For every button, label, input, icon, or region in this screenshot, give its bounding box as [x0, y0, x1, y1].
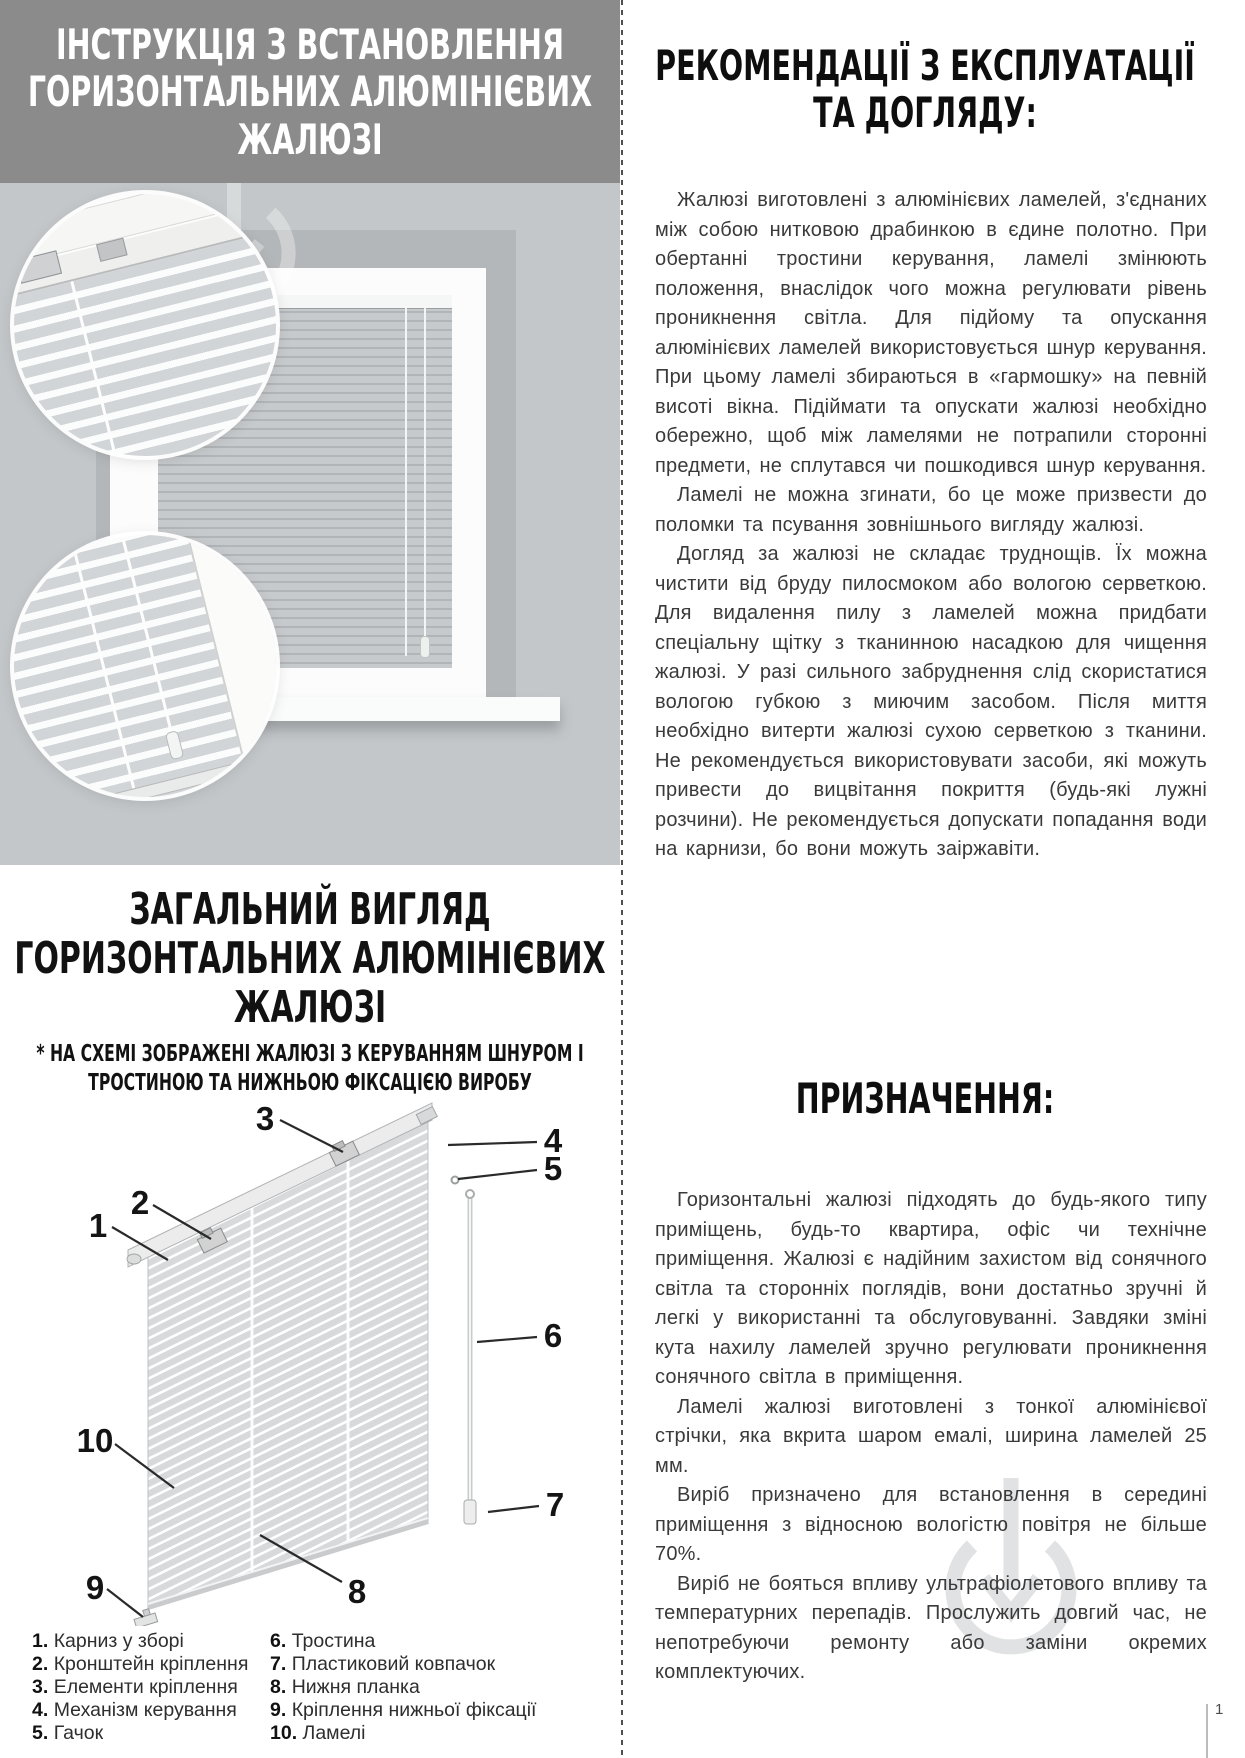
diagram-wand-cap	[464, 1500, 476, 1524]
purpose-paragraph: Ламелі жалюзі виготовлені з тонкої алюмінієвої стрічки, яка вкрита шаром емалі, ширина ламелей 25 мм.	[655, 1395, 1207, 1477]
care-paragraph: Жалюзі виготовлені з алюмінієвих ламелей, з'єднаних між собою нитковою драбинкою в єдине полотно. При обертанні тростини керування, ламелі змінюють положення, внаслідок чого можна регулювати рівень проникнення світла. Для підйому та опускання алюмінієвих ламелей використовується шнур керування. При цьому ламелі збираються в «гармошку» на певній висоті вікна. Підіймати та опускати жалюзі необхідно обережно, щоб між ламелями не потрапили сторонні предмети, не сплутався чи пошкодився шнур керування.	[655, 189, 1207, 477]
install-title: ІНСТРУКЦІЯ З ВСТАНОВЛЕННЯ ГОРИЗОНТАЛЬНИХ АЛЮМІНІЄВИХ ЖАЛЮЗІ	[27, 20, 593, 164]
diagram-callout-10: 10	[76, 1422, 114, 1459]
parts-legend	[32, 1630, 620, 1745]
detail-callout-circle-bottom	[14, 535, 276, 797]
diagram-callout-2: 2	[130, 1184, 150, 1221]
legend-item: 6. Тростина	[270, 1630, 376, 1652]
legend-item: 5. Гачок	[32, 1722, 104, 1744]
care-paragraph: Догляд за жалюзі не складає труднощів. Їх можна чистити від бруду пилосмоком або вологою серветкою. Для видалення пилу з ламелей можна придбати спеціальну щітку з тканинною насадкою для чищення жалюзі. У разі сильного забруднення слід скористатися вологою губкою з миючим засобом. Після миття необхідно витерти жалюзі сухою серветкою з тканини. Не рекомендується використовувати засоби, які можуть привести до вицвітання покриття (будь-які лужні розчини). Не рекомендується допускати попадання води на карнизи, бо вони можуть заіржавіти.	[655, 543, 1207, 860]
blinds-closeup-bottom	[14, 535, 276, 797]
window-blinds-photo	[0, 183, 620, 865]
diagram-bottom-fixation	[132, 1607, 157, 1626]
diagram-callout-3: 3	[255, 1102, 275, 1137]
page-number: 1	[1215, 1701, 1224, 1718]
blinds-closeup-top	[14, 194, 276, 456]
diagram-callout-7: 7	[545, 1486, 565, 1523]
care-title-block	[645, 42, 1205, 182]
overview-title-block	[0, 886, 620, 1038]
cord-tassel	[420, 636, 430, 658]
diagram-callout-1: 1	[88, 1207, 108, 1244]
purpose-paragraph: Виріб призначено для встановлення в середині приміщення з відносною вологістю повітря не більше 70%.	[655, 1484, 1207, 1565]
care-text	[655, 186, 1207, 865]
legend-item: 4. Механізм керування	[32, 1699, 237, 1721]
diagram-callout-4: 4	[543, 1122, 563, 1159]
overview-note: * НА СХЕМІ ЗОБРАЖЕНІ ЖАЛЮЗІ З КЕРУВАННЯМ ШНУРОМ І ТРОСТИНОЮ ТА НИЖНЬОЮ ФІКСАЦІЄЮ ВИРОБУ	[36, 1041, 584, 1096]
blinds-exploded-diagram	[0, 1102, 620, 1626]
diagram-callout-9: 9	[85, 1569, 105, 1606]
legend-item: 2. Кронштейн кріплення	[32, 1653, 249, 1675]
overview-title: ЗАГАЛЬНИЙ ВИГЛЯД ГОРИЗОНТАЛЬНИХ АЛЮМІНІЄВИХ ЖАЛЮЗІ	[14, 884, 606, 1033]
blinds-cord	[424, 308, 426, 638]
legend-item: 10. Ламелі	[270, 1722, 366, 1744]
purpose-text	[655, 1186, 1207, 1688]
legend-item: 7. Пластиковий ковпачок	[270, 1653, 496, 1675]
legend-item: 9. Кріплення нижньої фіксації	[270, 1699, 537, 1721]
diagram-callout-8: 8	[347, 1573, 367, 1610]
diagram-callout-6: 6	[543, 1317, 563, 1354]
purpose-paragraph: Горизонтальні жалюзі підходять до будь-якого типу приміщень, будь-то квартира, офіс чи технічне приміщення. Жалюзі є надійним захистом від сонячного світла та сторонніх поглядів, вони достатньо зручні й легкі у використанні та обслуговуванні. Завдяки зміні кута нахилу ламелей зручно регулювати проникнення сонячного світла в приміщення.	[655, 1189, 1207, 1388]
diagram-hook	[452, 1177, 459, 1184]
page-number-rule	[1206, 1704, 1208, 1758]
detail-callout-circle-top	[14, 194, 276, 456]
purpose-paragraph: Виріб не бояться впливу ультрафіолетового впливу та температурних перепадів. Прослужить довгий час, не непотребуючи ремонту або заміни окремих комплектуючих.	[655, 1572, 1207, 1683]
legend-item: 8. Нижня планка	[270, 1676, 420, 1698]
install-title-banner	[0, 0, 620, 183]
care-paragraph: Ламелі не можна згинати, бо це може призвести до поломки та псування зовнішнього вигляду жалюзі.	[655, 484, 1207, 536]
diagram-headrail-endcap	[127, 1254, 141, 1264]
overview-note-block	[0, 1040, 620, 1100]
care-title: РЕКОМЕНДАЦІЇ З ЕКСПЛУАТАЦІЇ ТА ДОГЛЯДУ:	[655, 41, 1195, 138]
diagram-callout-5: 5	[543, 1150, 563, 1187]
legend-item: 3. Елементи кріплення	[32, 1676, 238, 1698]
purpose-title: ПРИЗНАЧЕННЯ:	[795, 1074, 1055, 1123]
column-divider-dashed-line	[621, 0, 623, 1758]
legend-item: 1. Карниз у зборі	[32, 1630, 184, 1652]
purpose-title-block	[645, 1076, 1205, 1146]
blinds-cord	[405, 308, 407, 656]
